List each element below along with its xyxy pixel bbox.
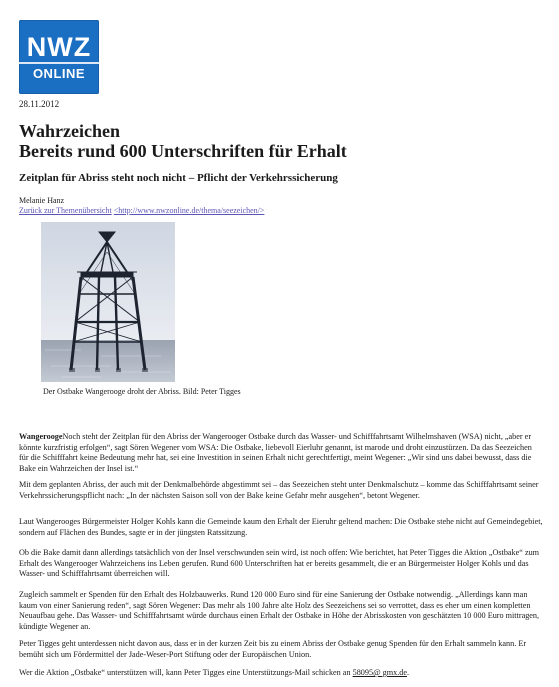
paragraph-6 — [19, 639, 543, 660]
logo-text-online: ONLINE — [32, 66, 86, 81]
paragraph-7-text: Wer die Aktion „Ostbake“ unterstützen will, kann Peter Tigges eine Unterstützungs-Mail schicken an — [19, 668, 353, 677]
back-link-label[interactable]: Zurück zur Themenübersicht — [19, 206, 112, 215]
headline — [19, 121, 347, 161]
back-link-url[interactable]: <http://www.nwzonline.de/thema/seezeichen/> — [113, 206, 265, 215]
paragraph-3 — [19, 517, 543, 538]
subheadline: Zeitplan für Abriss steht noch nicht – Pflicht der Verkehrssicherung — [19, 172, 338, 184]
paragraph-2 — [19, 480, 543, 501]
paragraph-3-text: Laut Wangerooges Bürgermeister Holger Kohls kann die Gemeinde kaum den Erhalt der Eieruhr geltend machen: Die Ostbake stehe nicht auf Gemeindegebiet, sondern auf Flächen des Bundes, sagte er in der jüngsten Ratssitzung. — [19, 517, 543, 537]
paragraph-5 — [19, 590, 543, 632]
ostbake-photo — [41, 222, 175, 382]
paragraph-1 — [19, 432, 543, 474]
back-to-topics-link[interactable] — [19, 206, 264, 215]
nwz-online-logo[interactable] — [19, 20, 99, 94]
contact-email[interactable]: 58095@ gmx.de — [352, 668, 407, 677]
paragraph-4 — [19, 548, 543, 580]
publish-date: 28.11.2012 — [19, 99, 60, 109]
dateline: Wangerooge — [19, 432, 63, 441]
paragraph-4-text: Ob die Bake damit dann allerdings tatsächlich von der Insel verschwunden sein wird, ist noch offen: Wie berichtet, hat Peter Tigges die Aktion „Ostbake“ zum Erhalt des Wangerooger Wahrzeichens ins Leben gerufen. Rund 600 Unterschriften hat er bereits gesammelt, die er an Bürgermeister Holger Kohls und das Wasser- und Schifffahrtsamt überreichen will. — [19, 548, 540, 579]
paragraph-7-end: . — [406, 668, 410, 677]
headline-line-2: Bereits rund 600 Unterschriften für Erhalt — [19, 141, 347, 161]
headline-line-1: Wahrzeichen — [19, 121, 120, 141]
paragraph-6-text: Peter Tigges geht unterdessen nicht davon aus, dass er in der kurzen Zeit bis zu einem Abriss der Ostbake genug Spenden für den Erhalt sammeln kann. Er bemüht sich um Fördermittel der Jade-Weser-Port Stiftung oder der Europäischen Union. — [19, 639, 527, 659]
paragraph-5-text: Zugleich sammelt er Spenden für den Erhalt des Holzbauwerks. Rund 120 000 Euro sind für eine Sanierung der Ostbake notwendig. „Allerdings kann man kaum von einer Sanierung reden“, sagt Sören Wegener: Das mehr als 100 Jahre alte Holz des Seezeichens sei so verrottet, dass es eher um einen kompletten Neuaufbau gehe. Das Wasser- und Schifffahrtsamt würde durchaus einen Erhalt der Ostbake in Höhe der Abrisskosten von geschätzten 10 000 Euro mittragen, kündigte Wegener an. — [19, 590, 540, 631]
logo-divider — [19, 62, 99, 64]
paragraph-2-text: Mit dem geplanten Abriss, der auch mit der Denkmalbehörde abgestimmt sei – das Seezeichen steht unter Denkmalschutz – komme das Schifffahrtsamt seiner Verkehrssicherungspflicht nach: „In der nächsten Saison soll von der Bake keine Gefahr mehr ausgehen“, betont Wegener. — [19, 480, 539, 500]
photo-caption: Der Ostbake Wangerooge droht der Abriss. Bild: Peter Tigges — [43, 387, 241, 396]
paragraph-7 — [19, 668, 543, 679]
author-name: Melanie Hanz — [19, 196, 65, 205]
photo-illustration — [41, 222, 175, 382]
logo-text-nwz: NWZ — [26, 32, 92, 62]
paragraph-1-text: Noch steht der Zeitplan für den Abriss der Wangerooger Ostbake durch das Wasser- und Schifffahrtsamt Wilhelmshaven (WSA) nicht, „aber er könnte kurzfristig erfolgen“, sagt Sören Wegener vom WSA: Die Ostbake, liebevoll Eierluhr genannt, ist marode und droht einzustürzen. Da das Seezeichen für die Schifffahrt keine Bedeutung mehr hat, sei eine Investition in seinen Erhalt nicht gerechtfertigt, meint Wegener: „Wir sind uns dabei bewusst, dass die Bake ein Wahrzeichen der Insel ist.“ — [19, 432, 532, 473]
